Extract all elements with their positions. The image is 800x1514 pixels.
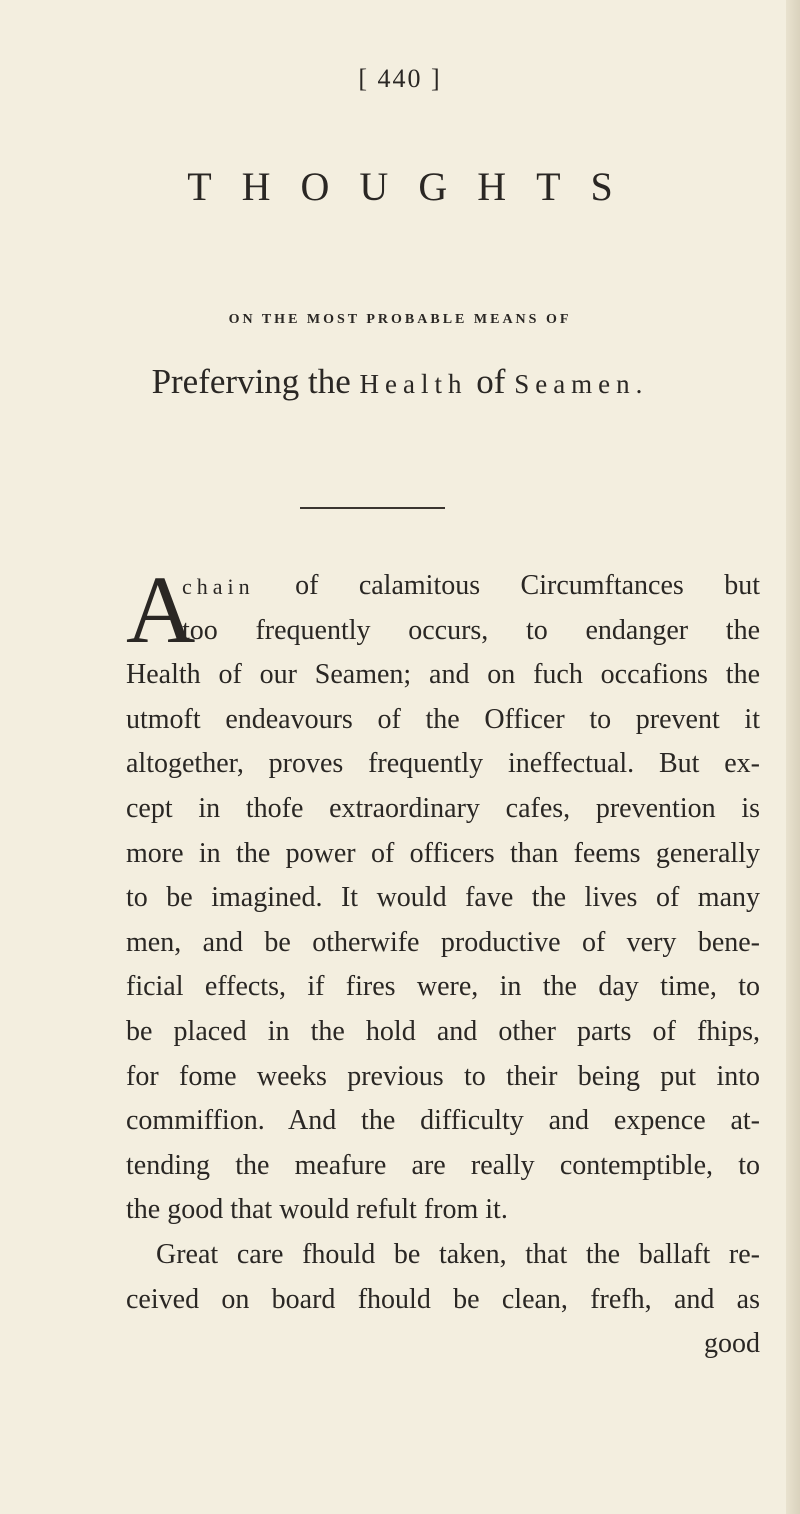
heading-seamen: Seamen. <box>514 369 649 399</box>
text-line: be placed in the hold and other parts of fhips, <box>126 1015 760 1047</box>
page-title: THOUGHTS <box>187 164 643 209</box>
text-line: ceived on board fhould be clean, frefh, and as <box>126 1283 760 1315</box>
text-line: the good that would refult from it. <box>126 1194 508 1226</box>
text-line: commiffion. And the difficulty and expence at- <box>126 1105 760 1137</box>
first-word-smallcaps: chain <box>182 574 255 599</box>
section-heading <box>0 362 800 402</box>
text-line: ficial effects, if fires were, in the day time, to <box>126 971 760 1003</box>
catchword: good <box>704 1328 760 1360</box>
drop-cap: A <box>126 556 196 663</box>
text-line: Health of our Seamen; and on fuch occafions the <box>126 659 760 691</box>
text-line: for fome weeks previous to their being put into <box>126 1060 760 1092</box>
heading-of: of <box>476 362 506 401</box>
text-line: cept in thofe extraordinary cafes, prevention is <box>126 792 760 824</box>
subtitle: ON THE MOST PROBABLE MEANS OF <box>228 312 572 327</box>
text-line: Great care fhould be taken, that the ballaft re- <box>156 1238 760 1270</box>
page-edge <box>786 0 800 1514</box>
body-text <box>126 556 761 1367</box>
text-line: men, and be otherwife productive of very bene- <box>126 926 760 958</box>
heading-prefix: Preferving the <box>151 362 351 401</box>
text-line: more in the power of officers than feems generally <box>126 837 760 869</box>
page-number: [ 440 ] <box>358 64 442 93</box>
divider-rule <box>300 507 445 509</box>
text-line: altogether, proves frequently ineffectual. But ex- <box>126 748 760 780</box>
text-line: chain of calamitous Circumftances but <box>182 570 761 601</box>
text-line: tending the meafure are really contemptible, to <box>126 1149 760 1181</box>
text-line: too frequently occurs, to endanger the <box>182 614 760 646</box>
text-line: utmoft endeavours of the Officer to prevent it <box>126 703 760 735</box>
text-line: to be imagined. It would fave the lives of many <box>126 882 760 914</box>
heading-health: Health <box>359 369 468 399</box>
